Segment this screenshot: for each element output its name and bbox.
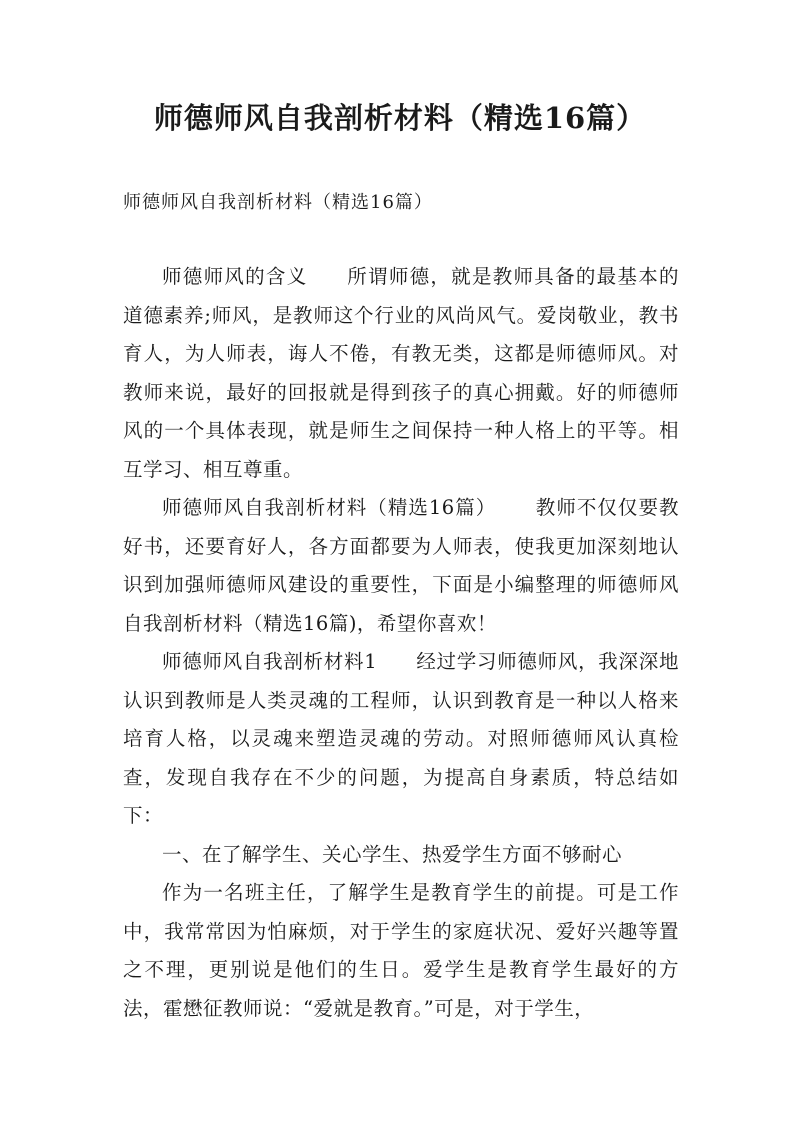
document-body [123, 258, 679, 1028]
paragraph-1 [123, 258, 679, 489]
document-subtitle: 师德师风自我剖析材料（精选16篇） [123, 192, 433, 213]
paragraph-text: 经过学习师德师风，我深深地认识到教师是人类灵魂的工程师，认识到教育是一种以人格来培育人格，以灵魂来塑造灵魂的劳动。对照师德师风认真检查，发现自我存在不少的问题，为提高自身素质，特总结如下： [123, 650, 679, 827]
paragraph-lead: 师德师风自我剖析材料1 [162, 650, 378, 673]
paragraph-lead: 师德师风的含义 [162, 265, 308, 288]
paragraph-3 [123, 643, 679, 836]
paragraph-2 [123, 489, 679, 643]
paragraph-5: 作为一名班主任，了解学生是教育学生的前提。可是工作中，我常常因为怕麻烦，对于学生的家庭状况、爱好兴趣等置之不理，更别说是他们的生日。爱学生是教育学生最好的方法，霍懋征教师说：“爱就是教育。”可是，对于学生， [123, 881, 679, 1020]
paragraph-text: 所谓师德，就是教师具备的最基本的道德素养;师风，是教师这个行业的风尚风气。爱岗敬业，教书育人，为人师表，诲人不倦，有教无类，这都是师德师风。对教师来说，最好的回报就是得到孩子的真心拥戴。好的师德师风的一个具体表现，就是师生之间保持一种人格上的平等。相互学习、相互尊重。 [123, 265, 679, 481]
section-heading-1: 一、在了解学生、关心学生、热爱学生方面不够耐心 [162, 842, 623, 866]
paragraph-text: 教师不仅仅要教好书，还要育好人，各方面都要为人师表，使我更加深刻地认识到加强师德师风建设的重要性，下面是小编整理的师德师风自我剖析材料（精选16篇)，希望你喜欢！ [123, 496, 679, 635]
paragraph-lead: 师德师风自我剖析材料（精选16篇） [162, 496, 497, 519]
document-title: 师德师风自我剖析材料（精选16篇） [153, 101, 647, 135]
